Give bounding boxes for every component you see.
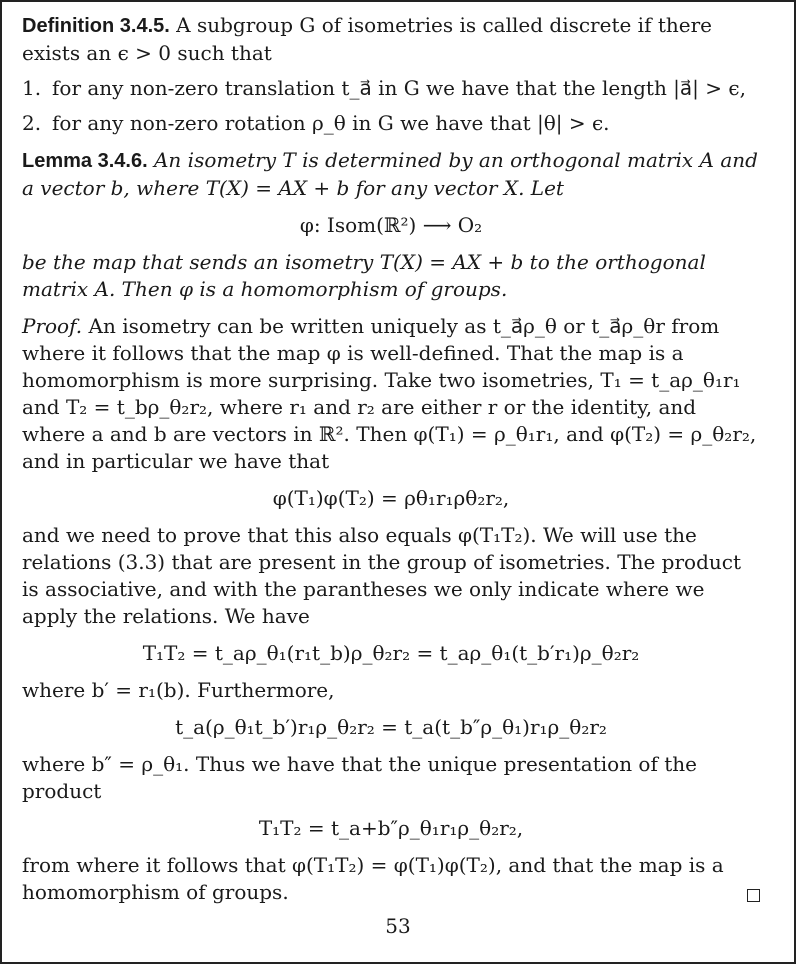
list-number: 1. bbox=[22, 76, 42, 100]
proof-text-1: An isometry can be written uniquely as t_a⃗ρ_θ or t_a⃗ρ_θr from where it follows that the map φ is well-defined. That the map is a homomorphism is more surprising. Take two isometries, T₁ = t_aρ_θ₁r₁ and T₂ = t_bρ_θ₂r₂, where r₁ and r₂ are either r or the identity, and where a and b are vectors in ℝ². Then φ(T₁) = ρ_θ₁r₁, and φ(T₂) = ρ_θ₂r₂, and in particular we have that bbox=[22, 314, 757, 473]
definition-label: Definition 3.4.5. bbox=[22, 15, 170, 37]
proof-paragraph-1 bbox=[22, 313, 760, 475]
lemma-text-1: An isometry T is determined by an orthogonal matrix A and a vector b, where T(X) = AX + b for any vector X. Let bbox=[22, 148, 758, 200]
proof-final-block bbox=[22, 852, 760, 906]
list-text: for any non-zero translation t_a⃗ in G we have that the length |a⃗| > ϵ, bbox=[52, 76, 746, 100]
equation-3: t_a(ρ_θ₁t_b′)r₁ρ_θ₂r₂ = t_a(t_b″ρ_θ₁)r₁ρ_θ₂r₂ bbox=[175, 715, 607, 739]
list-number: 2. bbox=[22, 111, 42, 135]
lemma bbox=[22, 147, 760, 202]
page-content bbox=[22, 12, 760, 906]
proof-label: Proof. bbox=[22, 314, 83, 338]
list-item bbox=[22, 110, 760, 137]
page-number: 53 bbox=[385, 914, 411, 938]
definition-list bbox=[22, 75, 760, 137]
equation-4: T₁T₂ = t_a+b″ρ_θ₁r₁ρ_θ₂r₂, bbox=[258, 816, 524, 840]
equation-2: T₁T₂ = t_aρ_θ₁(r₁t_b)ρ_θ₂r₂ = t_aρ_θ₁(t_b′r₁)ρ_θ₂r₂ bbox=[142, 641, 640, 665]
list-text: for any non-zero rotation ρ_θ in G we have that |θ| > ϵ. bbox=[52, 111, 610, 135]
definition-text: A subgroup G of isometries is called discrete if there exists an ϵ > 0 such that bbox=[22, 13, 712, 65]
proof-text-4: where b″ = ρ_θ₁. Thus we have that the unique presentation of the product bbox=[22, 752, 697, 803]
qed-square-icon bbox=[747, 889, 760, 902]
lemma-label: Lemma 3.4.6. bbox=[22, 150, 148, 172]
lemma-display-equation: φ: Isom(ℝ²) ⟶ O₂ bbox=[299, 213, 483, 237]
equation-1: φ(T₁)φ(T₂) = ρθ₁r₁ρθ₂r₂, bbox=[272, 486, 510, 510]
list-item bbox=[22, 75, 760, 102]
definition bbox=[22, 12, 760, 67]
proof-text-3: where b′ = r₁(b). Furthermore, bbox=[22, 678, 335, 702]
lemma-text-2: be the map that sends an isometry T(X) = AX + b to the orthogonal matrix A. Then φ is a homomorphism of groups. bbox=[22, 250, 706, 301]
proof-text-5: from where it follows that φ(T₁T₂) = φ(T₁)φ(T₂), and that the map is a homomorphism of groups. bbox=[22, 853, 724, 904]
proof-text-2: and we need to prove that this also equals φ(T₁T₂). We will use the relations (3.3) that are present in the group of isometries. The product is associative, and with the parantheses we only indicate where we apply the relations. We have bbox=[22, 523, 741, 628]
